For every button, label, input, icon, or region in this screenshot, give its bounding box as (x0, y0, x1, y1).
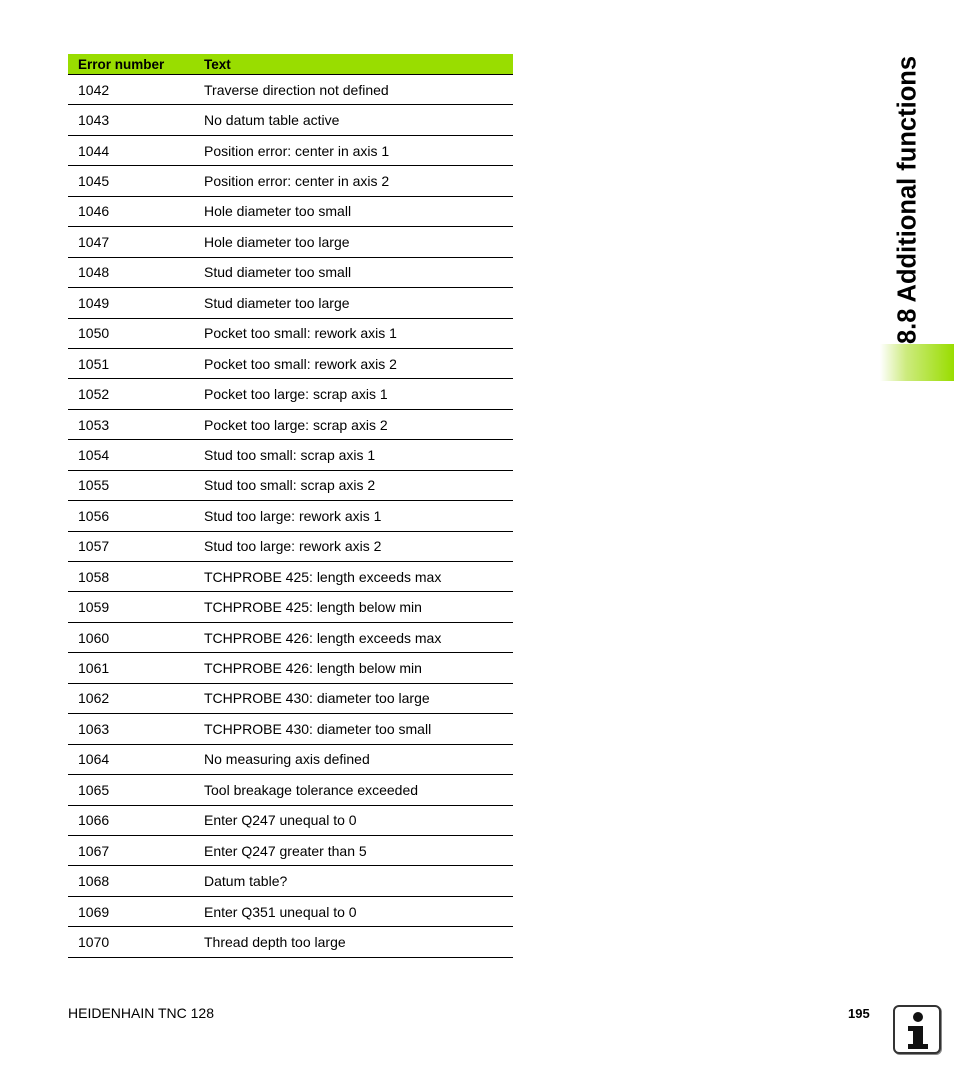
error-number-cell: 1044 (78, 142, 110, 159)
table-row (68, 75, 513, 105)
table-row (68, 410, 513, 440)
error-text-cell: TCHPROBE 426: length exceeds max (204, 629, 442, 646)
table-row (68, 562, 513, 592)
table-row (68, 166, 513, 196)
table-row (68, 288, 513, 318)
table-row (68, 623, 513, 653)
table-row (68, 440, 513, 470)
table-row (68, 745, 513, 775)
table-row (68, 836, 513, 866)
error-text-cell: Stud diameter too small (204, 264, 352, 281)
error-text-cell: Position error: center in axis 1 (204, 142, 390, 159)
error-text-cell: Stud too large: rework axis 1 (204, 507, 382, 524)
error-text-cell: Datum table? (204, 873, 288, 890)
error-table (68, 54, 513, 958)
error-text-cell: Pocket too large: scrap axis 2 (204, 416, 388, 433)
error-number-cell: 1060 (78, 629, 110, 646)
table-row (68, 866, 513, 896)
error-number-cell: 1069 (78, 903, 110, 920)
error-text-cell: Tool breakage tolerance exceeded (204, 781, 419, 798)
error-text-cell: Enter Q351 unequal to 0 (204, 903, 357, 920)
table-row (68, 227, 513, 257)
error-number-cell: 1067 (78, 842, 110, 859)
error-number-cell: 1055 (78, 477, 110, 494)
table-row (68, 532, 513, 562)
error-text-cell: Hole diameter too large (204, 233, 350, 250)
table-row (68, 653, 513, 683)
error-text-cell: Enter Q247 greater than 5 (204, 842, 367, 859)
error-text-cell: Pocket too large: scrap axis 1 (204, 386, 388, 403)
error-text-cell: Traverse direction not defined (204, 81, 389, 98)
table-body (68, 75, 513, 958)
header-error-number: Error number (78, 56, 165, 72)
error-text-cell: Pocket too small: rework axis 2 (204, 355, 397, 372)
error-number-cell: 1057 (78, 538, 110, 555)
error-number-cell: 1066 (78, 812, 110, 829)
table-row (68, 684, 513, 714)
error-text-cell: Enter Q247 unequal to 0 (204, 812, 357, 829)
error-number-cell: 1051 (78, 355, 110, 372)
error-number-cell: 1063 (78, 720, 110, 737)
error-number-cell: 1062 (78, 690, 110, 707)
table-row (68, 258, 513, 288)
table-header (68, 54, 513, 75)
error-number-cell: 1049 (78, 294, 110, 311)
section-title: 8.8 Additional functions (893, 55, 922, 345)
manual-name: HEIDENHAIN TNC 128 (68, 1005, 215, 1021)
table-row (68, 775, 513, 805)
page-number: 195 (848, 1006, 870, 1021)
table-row (68, 501, 513, 531)
error-number-cell: 1068 (78, 873, 110, 890)
error-text-cell: TCHPROBE 425: length below min (204, 599, 422, 616)
error-number-cell: 1056 (78, 507, 110, 524)
error-number-cell: 1043 (78, 112, 110, 129)
error-text-cell: No datum table active (204, 112, 340, 129)
error-number-cell: 1059 (78, 599, 110, 616)
table-row (68, 349, 513, 379)
error-number-cell: 1042 (78, 81, 110, 98)
error-number-cell: 1046 (78, 203, 110, 220)
error-text-cell: Thread depth too large (204, 933, 346, 950)
error-text-cell: TCHPROBE 430: diameter too small (204, 720, 432, 737)
table-row (68, 379, 513, 409)
error-number-cell: 1058 (78, 568, 110, 585)
table-row (68, 197, 513, 227)
table-row (68, 927, 513, 957)
table-row (68, 714, 513, 744)
error-number-cell: 1052 (78, 386, 110, 403)
error-number-cell: 1054 (78, 446, 110, 463)
error-number-cell: 1065 (78, 781, 110, 798)
table-row (68, 105, 513, 135)
error-number-cell: 1070 (78, 933, 110, 950)
table-row (68, 897, 513, 927)
error-number-cell: 1045 (78, 173, 110, 190)
error-text-cell: TCHPROBE 425: length exceeds max (204, 568, 442, 585)
error-text-cell: Position error: center in axis 2 (204, 173, 390, 190)
error-text-cell: TCHPROBE 430: diameter too large (204, 690, 430, 707)
error-number-cell: 1047 (78, 233, 110, 250)
table-row (68, 806, 513, 836)
error-number-cell: 1061 (78, 660, 110, 677)
error-number-cell: 1048 (78, 264, 110, 281)
error-text-cell: Stud too large: rework axis 2 (204, 538, 382, 555)
info-icon[interactable] (893, 1005, 941, 1054)
error-number-cell: 1064 (78, 751, 110, 768)
error-number-cell: 1050 (78, 325, 110, 342)
section-tab (880, 344, 954, 381)
error-number-cell: 1053 (78, 416, 110, 433)
error-text-cell: Hole diameter too small (204, 203, 352, 220)
table-row (68, 592, 513, 622)
table-row (68, 471, 513, 501)
table-row (68, 319, 513, 349)
error-text-cell: Stud too small: scrap axis 2 (204, 477, 376, 494)
error-text-cell: Stud too small: scrap axis 1 (204, 446, 376, 463)
error-text-cell: Pocket too small: rework axis 1 (204, 325, 397, 342)
header-text: Text (204, 56, 231, 72)
error-text-cell: Stud diameter too large (204, 294, 350, 311)
error-text-cell: TCHPROBE 426: length below min (204, 660, 422, 677)
table-row (68, 136, 513, 166)
error-text-cell: No measuring axis defined (204, 751, 370, 768)
